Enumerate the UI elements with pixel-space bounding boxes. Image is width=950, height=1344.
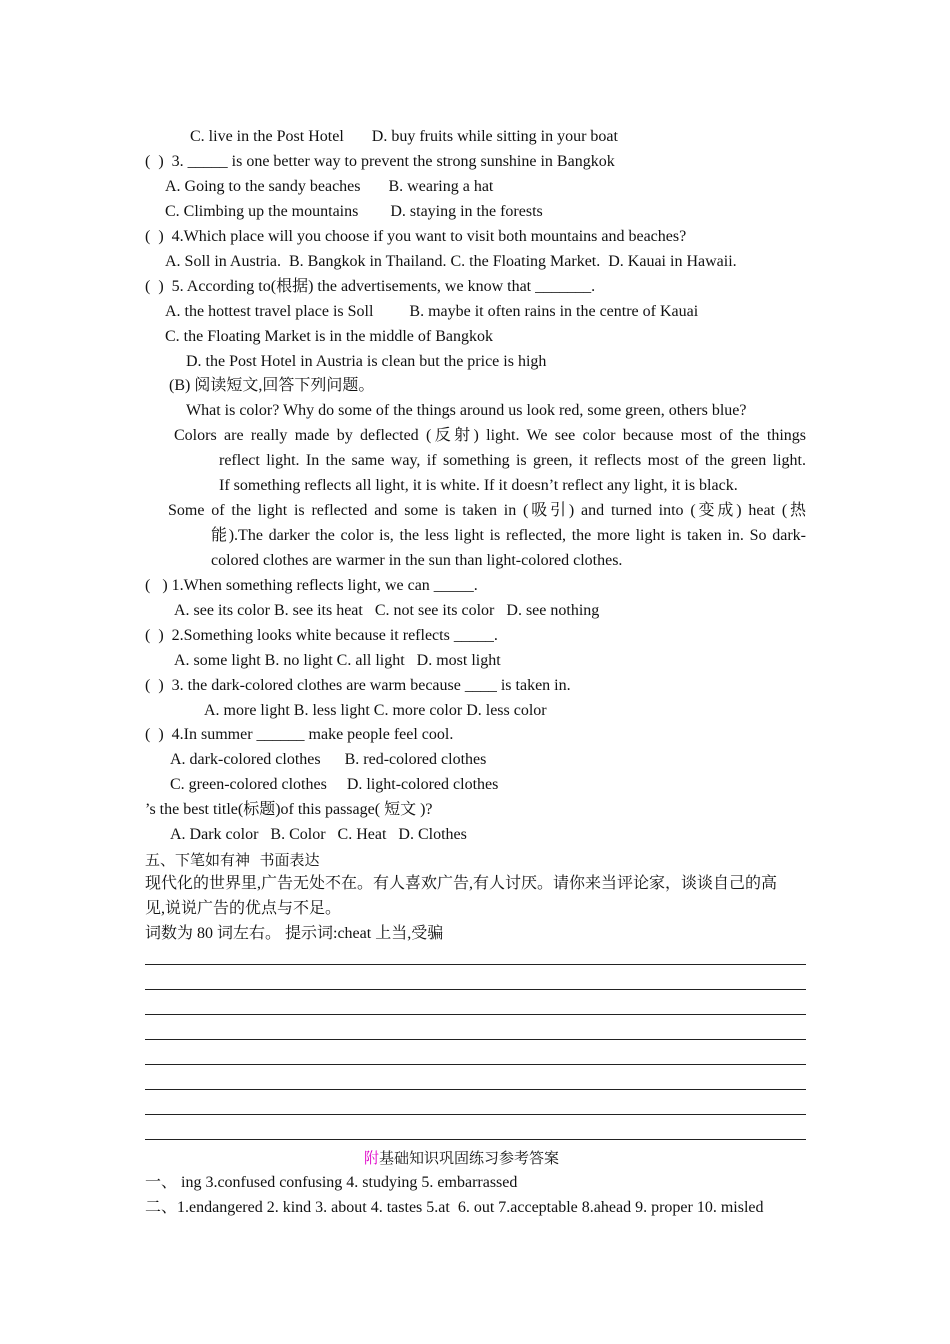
answer-line[interactable]	[145, 964, 806, 965]
passage-line: Some of the light is reflected and some is taken in (吸引) and turned into (变成) heat (热	[168, 502, 806, 519]
q5-option-d: D. the Post Hotel in Austria is clean but the price is high	[186, 353, 547, 370]
answer-line[interactable]	[145, 1139, 806, 1140]
reading-b-heading: (B) 阅读短文,回答下列问题。	[169, 377, 375, 394]
writing-prompt-line: 现代化的世界里,广告无处不在。有人喜欢广告,有人讨厌。请你来当评论家，谈谈自己的高	[145, 875, 778, 892]
q5-option-c: C. the Floating Market is in the middle of Bangkok	[165, 328, 493, 345]
passage-line: If something reflects all light, it is white. If it doesn’t reflect any light, it is black.	[219, 477, 738, 494]
question-b5: ’s the best title(标题)of this passage( 短文 )?	[145, 801, 433, 818]
b2-options: A. some light B. no light C. all light D. most light	[174, 652, 501, 669]
passage-line: reflect light. In the same way, if something is green, it reflects most of the green light.	[219, 452, 806, 469]
question-a3: ( ) 3. _____ is one better way to prevent the strong sunshine in Bangkok	[145, 153, 615, 170]
answer-key-title	[364, 1148, 559, 1168]
answer-line[interactable]	[145, 1014, 806, 1015]
answer-key-title-accent: 附	[364, 1149, 380, 1167]
passage-line: Colors are really made by deflected (反射) light. We see color because most of the things	[174, 427, 806, 444]
answer-key-title-text: 基础知识巩固练习参考答案	[379, 1149, 560, 1167]
question-a5: ( ) 5. According to(根据) the advertisements, we know that _______.	[145, 278, 596, 295]
answer-key-line: 二、1.endangered 2. kind 3. about 4. tastes 5.at 6. out 7.acceptable 8.ahead 9. proper 10. misled	[145, 1199, 764, 1216]
answer-line[interactable]	[145, 1089, 806, 1090]
writing-prompt-line: 词数为 80 词左右。 提示词:cheat 上当,受骗	[145, 925, 444, 942]
question-b1: ( ) 1.When something reflects light, we can _____.	[145, 577, 478, 594]
answer-line[interactable]	[145, 989, 806, 990]
writing-heading: 五、下笔如有神 书面表达	[145, 851, 320, 869]
b3-options: A. more light B. less light C. more color D. less color	[204, 702, 547, 719]
q4-options: A. Soll in Austria. B. Bangkok in Thailand. C. the Floating Market. D. Kauai in Hawaii.	[165, 253, 737, 270]
question-b2: ( ) 2.Something looks white because it reflects _____.	[145, 627, 498, 644]
passage-line: What is color? Why do some of the things around us look red, some green, others blue?	[186, 402, 747, 419]
q3-options-cd: C. Climbing up the mountains D. staying in the forests	[165, 203, 543, 220]
answer-line[interactable]	[145, 1039, 806, 1040]
b4-options-cd: C. green-colored clothes D. light-colored clothes	[170, 776, 499, 793]
question-b3: ( ) 3. the dark-colored clothes are warm because ____ is taken in.	[145, 677, 571, 694]
answer-key-line: 一、 ing 3.confused confusing 4. studying 5. embarrassed	[145, 1174, 518, 1191]
writing-prompt-line: 见,说说广告的优点与不足。	[145, 900, 342, 917]
question-a4: ( ) 4.Which place will you choose if you want to visit both mountains and beaches?	[145, 228, 687, 245]
q5-options-ab: A. the hottest travel place is Soll B. maybe it often rains in the centre of Kauai	[165, 303, 699, 320]
passage-line: colored clothes are warmer in the sun than light-colored clothes.	[211, 552, 623, 569]
b4-options-ab: A. dark-colored clothes B. red-colored clothes	[170, 751, 487, 768]
answer-line[interactable]	[145, 1114, 806, 1115]
q3-options-ab: A. Going to the sandy beaches B. wearing a hat	[165, 178, 494, 195]
b1-options: A. see its color B. see its heat C. not see its color D. see nothing	[174, 602, 600, 619]
q2-options-cd: C. live in the Post Hotel D. buy fruits while sitting in your boat	[190, 128, 618, 145]
question-b4: ( ) 4.In summer ______ make people feel cool.	[145, 726, 454, 743]
answer-line[interactable]	[145, 1064, 806, 1065]
passage-line: 能).The darker the color is, the less light is reflected, the more light is taken in. So dark-	[211, 527, 806, 544]
b5-options: A. Dark color B. Color C. Heat D. Clothes	[170, 826, 467, 843]
